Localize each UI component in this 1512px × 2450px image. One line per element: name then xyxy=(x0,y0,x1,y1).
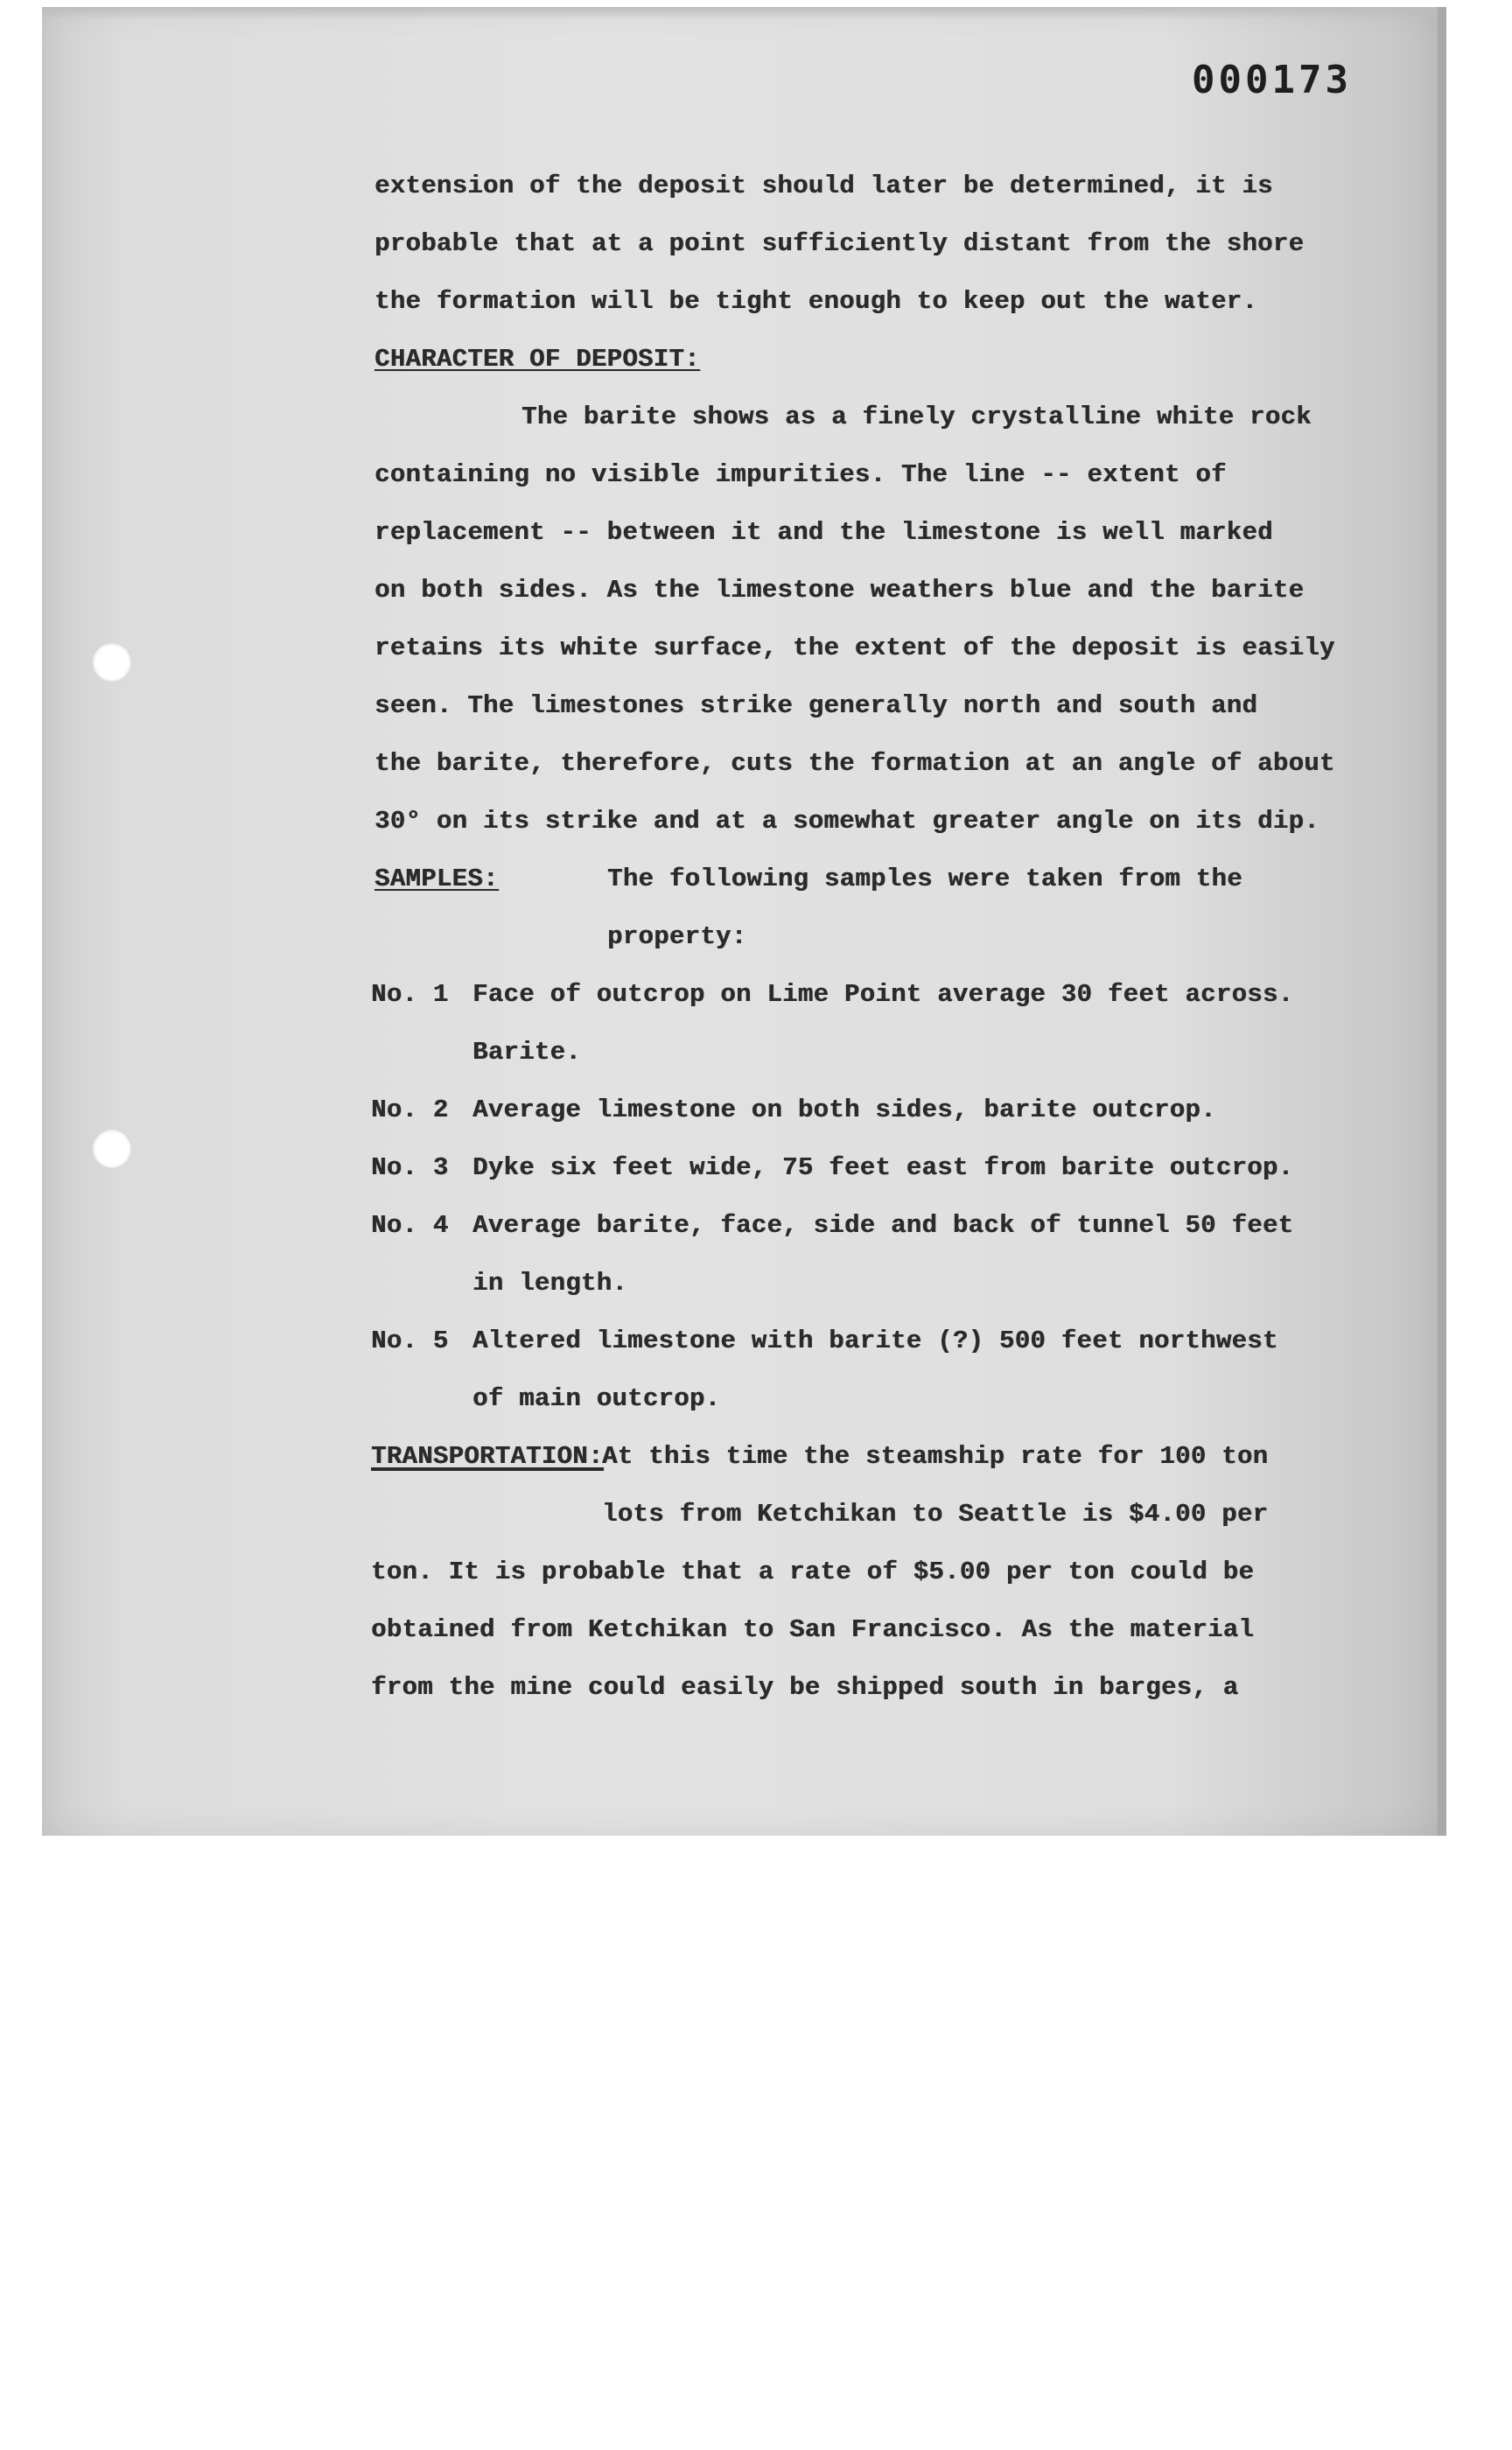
samples-intro-line: The following samples were taken from the xyxy=(607,864,1242,893)
sample-description: Barite. xyxy=(472,1038,581,1067)
punch-hole-lower xyxy=(92,1129,132,1169)
character-line: 30° on its strike and at a somewhat greater angle on its dip. xyxy=(374,807,1320,836)
sample-number: No. 4 xyxy=(371,1211,449,1240)
character-of-deposit-heading: CHARACTER OF DEPOSIT: xyxy=(374,345,700,374)
extension-line: extension of the deposit should later be determined, it is xyxy=(374,172,1273,200)
transportation-line: from the mine could easily be shipped south in barges, a xyxy=(371,1673,1239,1702)
character-line: containing no visible impurities. The line -- extent of xyxy=(374,460,1227,489)
sample-description: Average limestone on both sides, barite outcrop. xyxy=(472,1096,1216,1124)
sample-number: No. 1 xyxy=(371,980,449,1009)
samples-heading: SAMPLES: xyxy=(374,864,499,893)
sample-description: in length. xyxy=(472,1269,628,1298)
sample-description: Face of outcrop on Lime Point average 30 feet across. xyxy=(472,980,1294,1009)
character-line: on both sides. As the limestone weathers blue and the barite xyxy=(374,576,1305,605)
sample-description: Average barite, face, side and back of tunnel 50 feet xyxy=(472,1211,1294,1240)
page-right-edge xyxy=(1438,7,1446,1836)
extension-line: probable that at a point sufficiently distant from the shore xyxy=(374,229,1305,258)
sample-number: No. 2 xyxy=(371,1096,449,1124)
sample-description: Altered limestone with barite (?) 500 feet northwest xyxy=(472,1326,1278,1355)
sample-description: of main outcrop. xyxy=(472,1384,721,1413)
character-line: the barite, therefore, cuts the formation at an angle of about xyxy=(374,749,1335,778)
transportation-heading: TRANSPORTATION: xyxy=(371,1442,604,1471)
character-line: The barite shows as a finely crystalline white rock xyxy=(522,402,1312,431)
sample-description: Dyke six feet wide, 75 feet east from barite outcrop. xyxy=(472,1153,1294,1182)
character-line: replacement -- between it and the limestone is well marked xyxy=(374,518,1273,547)
punch-hole-upper xyxy=(92,642,132,682)
page-number: 000173 xyxy=(1192,58,1352,102)
sample-number: No. 5 xyxy=(371,1326,449,1355)
transportation-line: ton. It is probable that a rate of $5.00 per ton could be xyxy=(371,1558,1255,1586)
page-top-edge xyxy=(42,7,1446,19)
character-line: seen. The limestones strike generally north and south and xyxy=(374,691,1258,720)
samples-intro-line: property: xyxy=(607,922,747,951)
sample-number: No. 3 xyxy=(371,1153,449,1182)
character-line: retains its white surface, the extent of the deposit is easily xyxy=(374,634,1335,662)
transportation-line: obtained from Ketchikan to San Francisco. As the material xyxy=(371,1615,1255,1644)
transportation-line: lots from Ketchikan to Seattle is $4.00 per xyxy=(602,1500,1269,1529)
transportation-line: At this time the steamship rate for 100 ton xyxy=(602,1442,1269,1471)
extension-line: the formation will be tight enough to keep out the water. xyxy=(374,287,1258,316)
